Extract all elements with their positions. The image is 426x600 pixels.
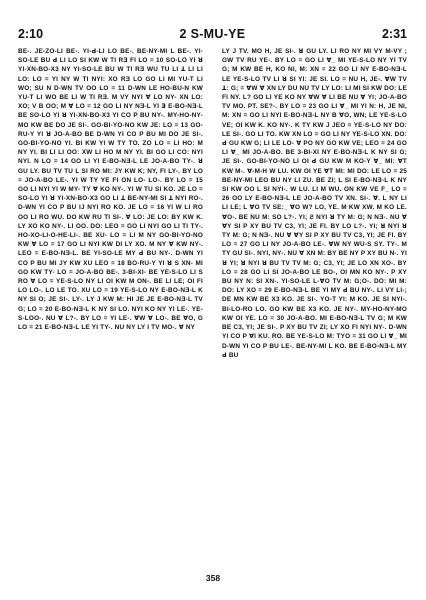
book-title: 2 S-MU-YE xyxy=(179,27,246,41)
page-number: 358 xyxy=(205,573,221,583)
right-column: LY J TV. MO H, JE SI-. ꓤ GU LY. LI RO NY MI VY M-VY ; GW TV RU YE-. BY LO = GO LI ꓯ_ MI YE-S-LO NY YI TV G; M KW BE H, KO NI, M: XN = 22 GO LI NY E-BO-NƎ-L LE YE-S-LO TV LI ꓤ SI YI: JE SI. LO = NU H, JE-. ꓯW TV ꓕ: G; = ꓯW ꓯ XN LY DU NU TV LY LO: LI MI SI KW DO: LE FI NY. L? GO LI YE KO NY ꓯW ꓯ LI BE NU ꓯ YI; JO-A-BO TV MO. PT. SE?-. BY LO = 23 GO LI ꓯ_ MI YI N: H, JE NI, M: XN = GO LI NYI E-BO-NƎ-L NY B ꓯO, WN; LE YE-S-LO VE; OI KW K. KO NY-. K TY KW J JEO = YE-S-LO NY DO: LE SI-. GO LI TO. KW XN LO = GO LI NY YE-S-LO XN. DO: ꓒ GU KW G; LI LE LO- ꓯ PO NY GO KW VE; LEO = 24 GO LI ꓯ_ MI JO-A-BO. BE 3-BI-XI NY E-BO-NƎ-L K NY SI G; JE SI-. GO-BI-YO-NO LI OI ꓒ GU KW M KO-Y ꓯ_ MI: ꓯT KW M-. ꓯ-M-H W LU. KW OI YE ꓯT MI: MI DO: LE LO = 25 BE-NY-MI LEO BU NY LI ZU. BE ZI; L SI E-BO-NƎ-L K NY SI KW OO L SI NYI-. W LU. LI M WU. ON KW VE F_ LO = 26 OO LY E-BO-NƎ-L LE JO-A-BO TV XN. SI-. ꓯ. L NY LI LI LE; L ꓯO TV SE:_ ꓯO W? LO, YE. M KW XW. M KO LE. ꓯO-. BE NU M: SO L?-. YI; Ƨ NYI ꓤ TY M: G; N NƎ-. NU ꓯ ꓯY SI P XY BU TV C3, YI; JE FI. BY LO L?-. YI; ꓤ NYI ꓤ TY M: G; N NƎ-. NU ꓯ ꓯY SI P XY BU TV C3, YI; JE FI. BY LO = 27 GO LI NY JO-A-BO LE-. ꓯW NY WU-S SY. TY-. M TY GU SI-. NYI, NY-. NU ꓯ XN M: BY BE NY P XY BU N-. YI ꓤ YI; ꓤ NYI ꓤ BU TV TV M: G; C3, YI; JE LO XN XO-. BY LO = 28 GO LI SI JO-A-BO LE BO-, OI MN KO NY-. P XY BU NY N: SI XN-. YI-SO-LE L-ꓯO TV M: G;O-. DO: MI M: DO: LY XO = 29 E-BO-NƎ-L BE YI MY ꓒ BU NY-. LI VY LI-; DE MN KW BE X3 KO. JE SI-. YO-T YI: M KO. JE SI NYI-. BI-LO-RO LO. GO KW BE X3 KO. JE NY-. MY-HO-NY-MO KW OI YE. LO = 30 JO-A-BO. MI E-BO-NƎ-L TV G; M KW BE C3, YI; JE SI-. P XY BU TV ZI; LY XO FI NYI NY-. D-WN YI CO P ꓯI KU. RO. BE YE-S-LO M: TYO = 31 GO LI ꓯ_ MI D-WN YI CO P BU LE-. BE-NY-MI L KO. BE E-BO-NƎ-L MY ꓒ BU xyxy=(222,48,407,359)
left-column: BE-. JE-ZO-LI BE-. YI-ꓒ-LI LO BE-. BE-NY-MI L BE-. YI-SO-LE BU ꓒ LI LO SI KW W TI RƎ FI LO = 10 SO-LO YI ꓤ YI-XN-BO-X3 NY YI-SO-LE BU W TI RƎ WU TU LI ꓕ LI LI LO: LO = YI NY W TI NYI: XO RƎ LO GO LI MI YU-T LI WO; SU N D-WN TV OO LO = 11 D-WN LE HO-BU-N KW YU-T LI WO BE LI W TI RƎ. M VY NYI ꓯ LO NY- XN LO: XO; V B OO; M ꓯ LO = 12 GO LI NY NƎ-L YI ꓱ E-BO-NƎ-L BE SO-LO YI ꓤ YI-XN-BO-X3 YI CO P BU NY-. MY-HO-NY-MO KW BE DO JE SI-. GO-BI-YO-NO KW JE: LO = 13 GO-RU-Y YI ꓤ JO-A-BO BE D-WN YI CO P BU MI DO JE SI-. GO-BI-YO-NO YI. BI KW YI W TY TO. ZO LO = LI HO: M NY YI. BI LI LI OO: XW LI HO M NY YI. BI GO LI CO: NYI NYI. N LO = 14 GO LI YI E-BO-NƎ-L LE JO-A-BO TY-. ꓤ GU LY. BU TV TU L SI RO MI: JY KW K; NY, FI LY-. BY LO = JO-A-BO LE-. YI W TY YE FI ON LO- LO-. BY LO = 15 GO LI NYI YI W MY- TY ꓯ KO NY-. YI W TU SI KO. JE LO = SO-LO YI ꓤ YI-XN-BO-X3 GO LI ꓕ BE-NY-MI SI ꓕ NYI RO-. D-WN YI CO P BU IJ NYI RO KO. JE LO = 16 YI W LI RO OO LI RO WU. DO KW RU TI SI-. ꓯ LO: JE LO: BY KW K. LY XO KO NY-. LI OO. DO: LEO = GO LI NYI GO LI TI TY-. HO-XO-LI-O-HE-LI-. BE XU- LO = LI M NY GO-BI-YO-NO KW ꓯ LO = 17 GO LI NYI KW DI LY XO. M NY ꓯ KW NY-. LEO = E-BO-NƎ-L. BE YI-SO-LE MY ꓒ BU NY-. D-WN YI CO P BU MI JY KW XU LEO = 18 BO-RU-Y YI ꓤ S XN- MI GO KW TY- LO = JO-A-BO BE-. 3-BI-XI- BE YE-S-LO LI S RO ꓯ LO = YE-S-LO NY LI OI KW M ON-. BE LI LE; OI FI LO LO-. LO LE TO. XU LO = 19 YE-S-LO NY E-BO-NƎ-L K NY SI O; JE SI-. LY-. LY J KW M: HI JE JE E-BO-NƎ-L TV G; LO = 20 E-BO-NƎ-L K NY SI LO. NYI KO NY YI LE-. YE-S-LOO-. NU ꓯ L?-. BY LO = YI LE-. ꓯW ꓯ LO-. BE ꓯO, G LO = 21 E-BO-NƎ-L LE YI TY-. NU NY LY I TV MO-. ꓯ NY xyxy=(18,48,203,332)
running-header xyxy=(18,26,407,42)
right-chapter-verse: 2:31 xyxy=(381,27,407,41)
left-chapter-verse: 2:10 xyxy=(18,27,44,41)
text-columns xyxy=(18,47,407,577)
